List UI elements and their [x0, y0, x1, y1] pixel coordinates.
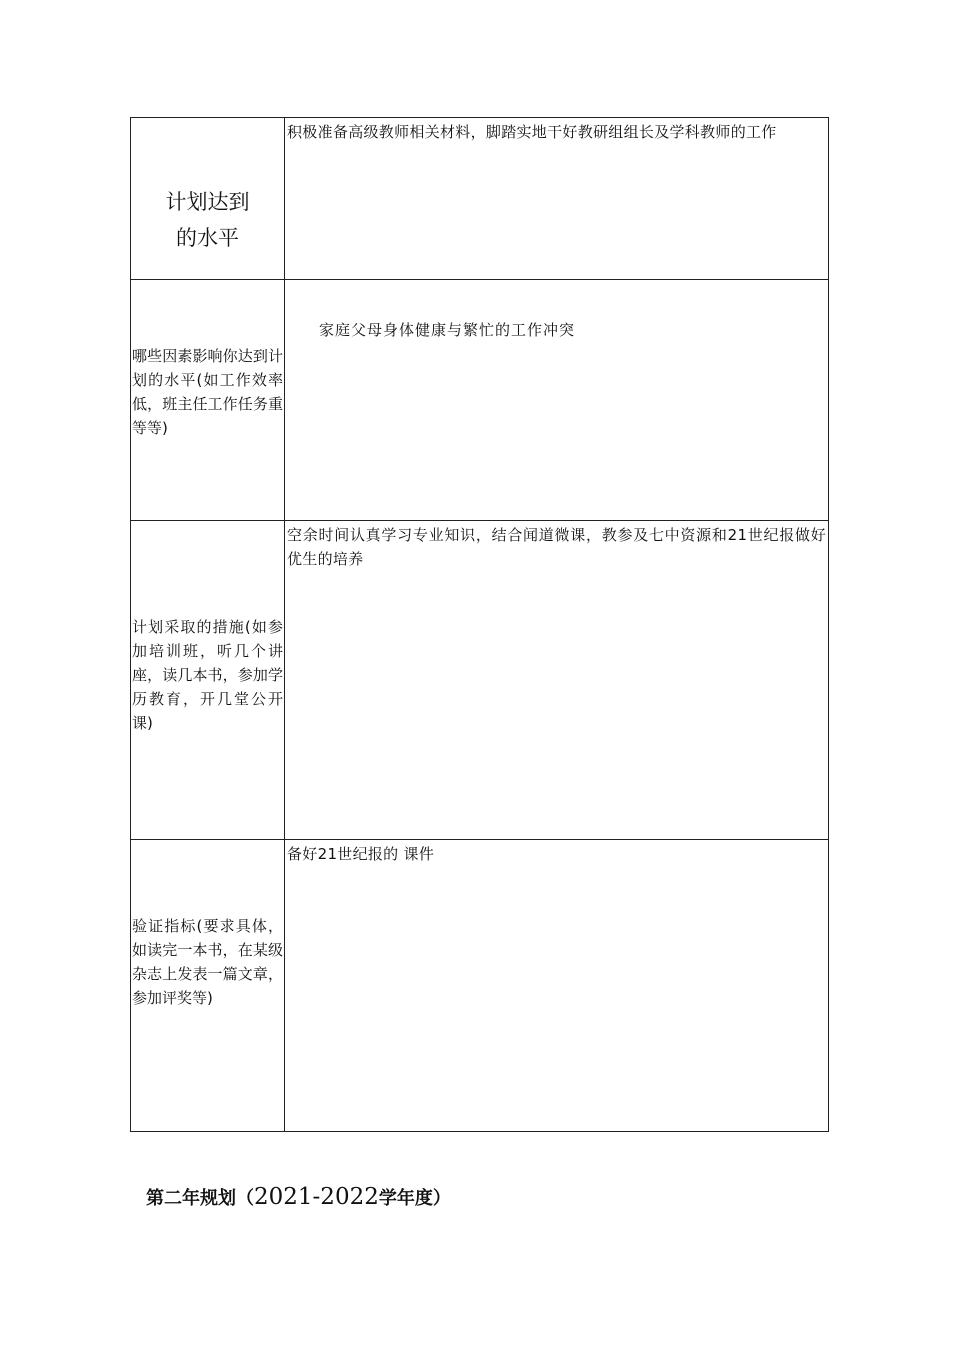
table-row [131, 118, 829, 280]
label-target-level-line-1: 计划达到 [165, 190, 250, 214]
content-verification: 备好21世纪报的 课件 [287, 845, 435, 863]
label-target-level [131, 184, 284, 256]
content-cell-measures [285, 521, 829, 840]
label-cell-verification [131, 840, 285, 1132]
label-factors: 哪些因素影响你达到计划的水平(如工作效率低，班主任工作任务重等等) [132, 347, 283, 437]
heading-years: 2021-2022 [254, 1184, 379, 1210]
label-cell-measures [131, 521, 285, 840]
heading-suffix: 学年度） [378, 1188, 451, 1209]
table-row [131, 280, 829, 521]
content-measures: 空余时间认真学习专业知识，结合闻道微课，教参及七中资源和21世纪报做好优生的培养 [287, 526, 826, 568]
label-target-level-line-2: 的水平 [176, 226, 239, 250]
content-cell-target-level [285, 118, 829, 280]
label-verification: 验证指标(要求具体，如读完一本书，在某级杂志上发表一篇文章，参加评奖等) [132, 917, 283, 1007]
table-row [131, 521, 829, 840]
section-heading [146, 1184, 451, 1210]
heading-prefix: 第二年规划（ [146, 1188, 254, 1209]
table-row [131, 840, 829, 1132]
content-factors: 家庭父母身体健康与繁忙的工作冲突 [319, 321, 576, 339]
label-cell-factors [131, 280, 285, 521]
label-measures: 计划采取的措施(如参加培训班，听几个讲座，读几本书，参加学历教育，开几堂公开课) [132, 618, 283, 732]
label-cell-target-level [131, 118, 285, 280]
content-target-level: 积极准备高级教师相关材料，脚踏实地干好教研组组长及学科教师的工作 [287, 123, 777, 141]
plan-table [130, 117, 829, 1132]
content-cell-factors [285, 280, 829, 521]
content-cell-verification [285, 840, 829, 1132]
